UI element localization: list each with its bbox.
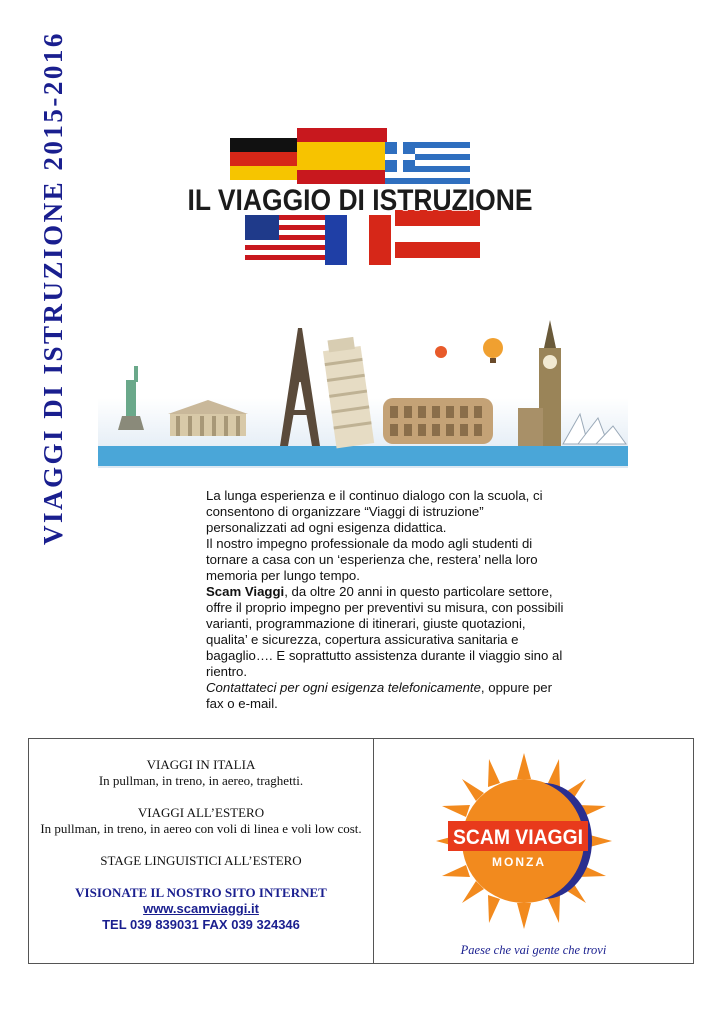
services-cell: [29, 739, 374, 963]
tel-fax: TEL 039 839031 FAX 039 324346: [102, 917, 300, 932]
logo-cell: [374, 739, 693, 963]
water: [98, 446, 628, 466]
flags-banner: [185, 120, 535, 280]
intro-p4-rest: , oppure per fax o e-mail.: [206, 680, 553, 711]
intro-text: [206, 488, 566, 712]
logo-name: SCAM VIAGGI: [453, 826, 583, 849]
logo-city: MONZA: [492, 855, 546, 869]
austria-flag: [395, 210, 480, 258]
colosseum: [383, 398, 493, 444]
germany-flag: [230, 138, 300, 180]
intro-paragraph-3: [206, 584, 566, 680]
france-flag: [325, 215, 391, 265]
scam-viaggi-logo: [434, 751, 614, 931]
estero-desc: In pullman, in treno, in aereo con voli di linea e voli low cost.: [40, 821, 362, 836]
side-title: VIAGGI DI ISTRUZIONE 2015-2016: [38, 31, 68, 545]
intro-paragraph-2: Il nostro impegno professionale da modo agli studenti di tornare a casa con un ‘esperienza che, restera’ nella loro memoria per lungo tempo.: [206, 536, 538, 583]
info-table: [28, 738, 694, 964]
estero-title: VIAGGI ALL’ESTERO: [137, 805, 265, 820]
intro-paragraph-1: La lunga esperienza e il continuo dialogo con la scuola, ci consentono di organizzare “Viaggi di istruzione” personalizzati ad ogni esigenza didattica.: [206, 488, 543, 535]
brand-name: Scam Viaggi: [206, 584, 285, 599]
motto: Paese che vai gente che trovi: [460, 943, 607, 957]
intro-p3-rest: , da oltre 20 anni in questo particolare settore, offre il proprio impegno per preventivi su misura, con possibili varianti, programmazione di itinerari, giuste quotazioni, qualita’ e sicurezza, copertura assicurativa sanitaria e bagaglio…. E soprattutto assistenza durante il viaggio sino al rientro.: [206, 584, 564, 679]
monuments-skyline: [98, 318, 628, 468]
italia-title: VIAGGI IN ITALIA: [146, 757, 256, 772]
visit-text: VISIONATE IL NOSTRO SITO INTERNET: [75, 885, 327, 900]
big-ben: [518, 320, 561, 446]
contact-invite: Contattateci per ogni esigenza telefonicamente: [206, 680, 481, 695]
banner-text: IL VIAGGIO DI ISTRUZIONE: [187, 184, 533, 217]
italia-desc: In pullman, in treno, in aereo, traghetti.: [98, 773, 304, 788]
intro-paragraph-4: [206, 680, 566, 712]
balloons: [435, 338, 503, 363]
spain-flag: [297, 128, 387, 184]
website-link[interactable]: www.scamviaggi.it: [143, 901, 259, 916]
stage-title: STAGE LINGUISTICI ALL’ESTERO: [100, 853, 302, 868]
usa-flag: [245, 215, 325, 260]
